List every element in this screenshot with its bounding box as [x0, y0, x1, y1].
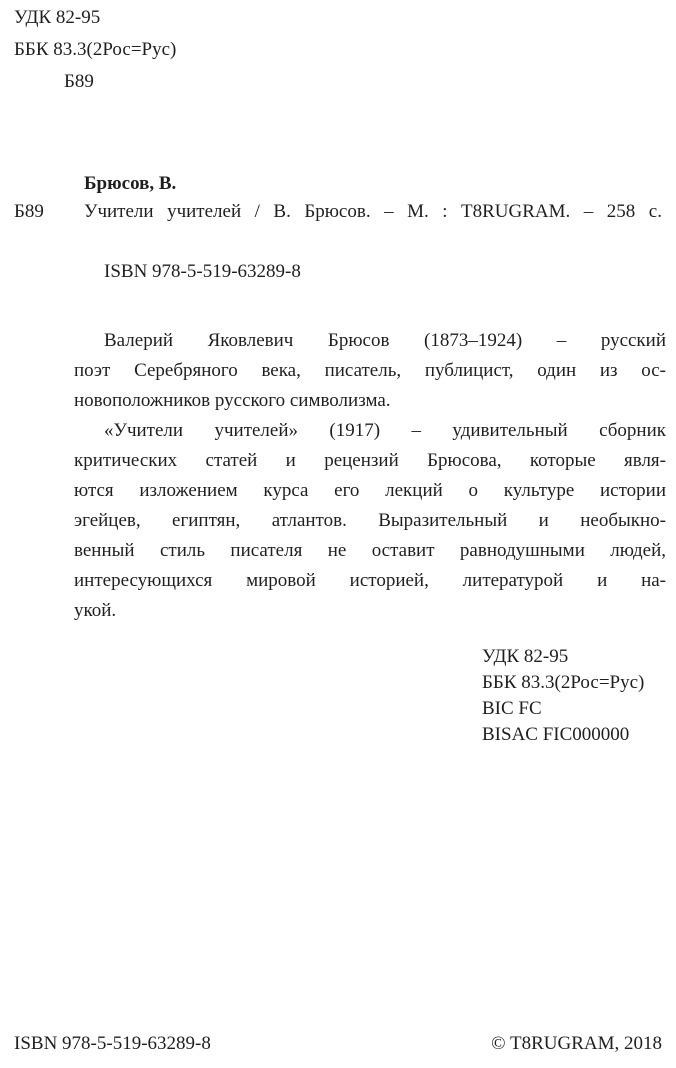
record-isbn: ISBN 978-5-519-63289-8 — [104, 261, 301, 282]
footer-isbn: ISBN 978-5-519-63289-8 — [14, 1033, 211, 1054]
classification-bic: BIC FC — [482, 698, 542, 719]
bibliographic-description: Учители учителей / В. Брюсов. – М. : T8RUGRAM. – 258 с. — [84, 201, 662, 222]
classification-bisac: BISAC FIC000000 — [482, 724, 630, 745]
annotation-paragraph-1 — [104, 326, 666, 356]
annotation-line: ются изложением курса его лекций о культуре истории — [74, 480, 666, 501]
annotation-line: укой. — [74, 600, 117, 621]
annotation-line: критических статей и рецензий Брюсова, которые явля- — [74, 450, 666, 471]
classification-block — [482, 644, 644, 748]
author-heading: Брюсов, В. — [84, 173, 177, 194]
annotation-paragraph-2-cont — [74, 446, 666, 626]
classification-bbk: ББК 83.3(2Рос=Рус) — [482, 672, 645, 693]
annotation-paragraph-1-cont — [74, 356, 666, 416]
top-cutter-code: Б89 — [64, 71, 94, 92]
annotation-line: венный стиль писателя не оставит равнодушными людей, — [74, 540, 666, 561]
record-cutter-code: Б89 — [14, 201, 44, 222]
annotation-line: Валерий Яковлевич Брюсов (1873–1924) – русский — [104, 330, 666, 351]
annotation-paragraph-2 — [104, 416, 666, 446]
classification-udk: УДК 82-95 — [482, 646, 569, 667]
top-bbk-code: ББК 83.3(2Рос=Рус) — [14, 39, 177, 60]
annotation-line: эгейцев, египтян, атлантов. Выразительный и необыкно- — [74, 510, 666, 531]
footer-copyright: © T8RUGRAM, 2018 — [491, 1033, 662, 1054]
annotation-line: «Учители учителей» (1917) – удивительный сборник — [104, 420, 666, 441]
annotation-line: поэт Серебряного века, писатель, публицист, один из ос- — [74, 360, 666, 381]
annotation-line: новоположников русского символизма. — [74, 390, 391, 411]
top-udk-code: УДК 82-95 — [14, 7, 101, 28]
annotation-line: интересующихся мировой историей, литературой и на- — [74, 570, 666, 591]
